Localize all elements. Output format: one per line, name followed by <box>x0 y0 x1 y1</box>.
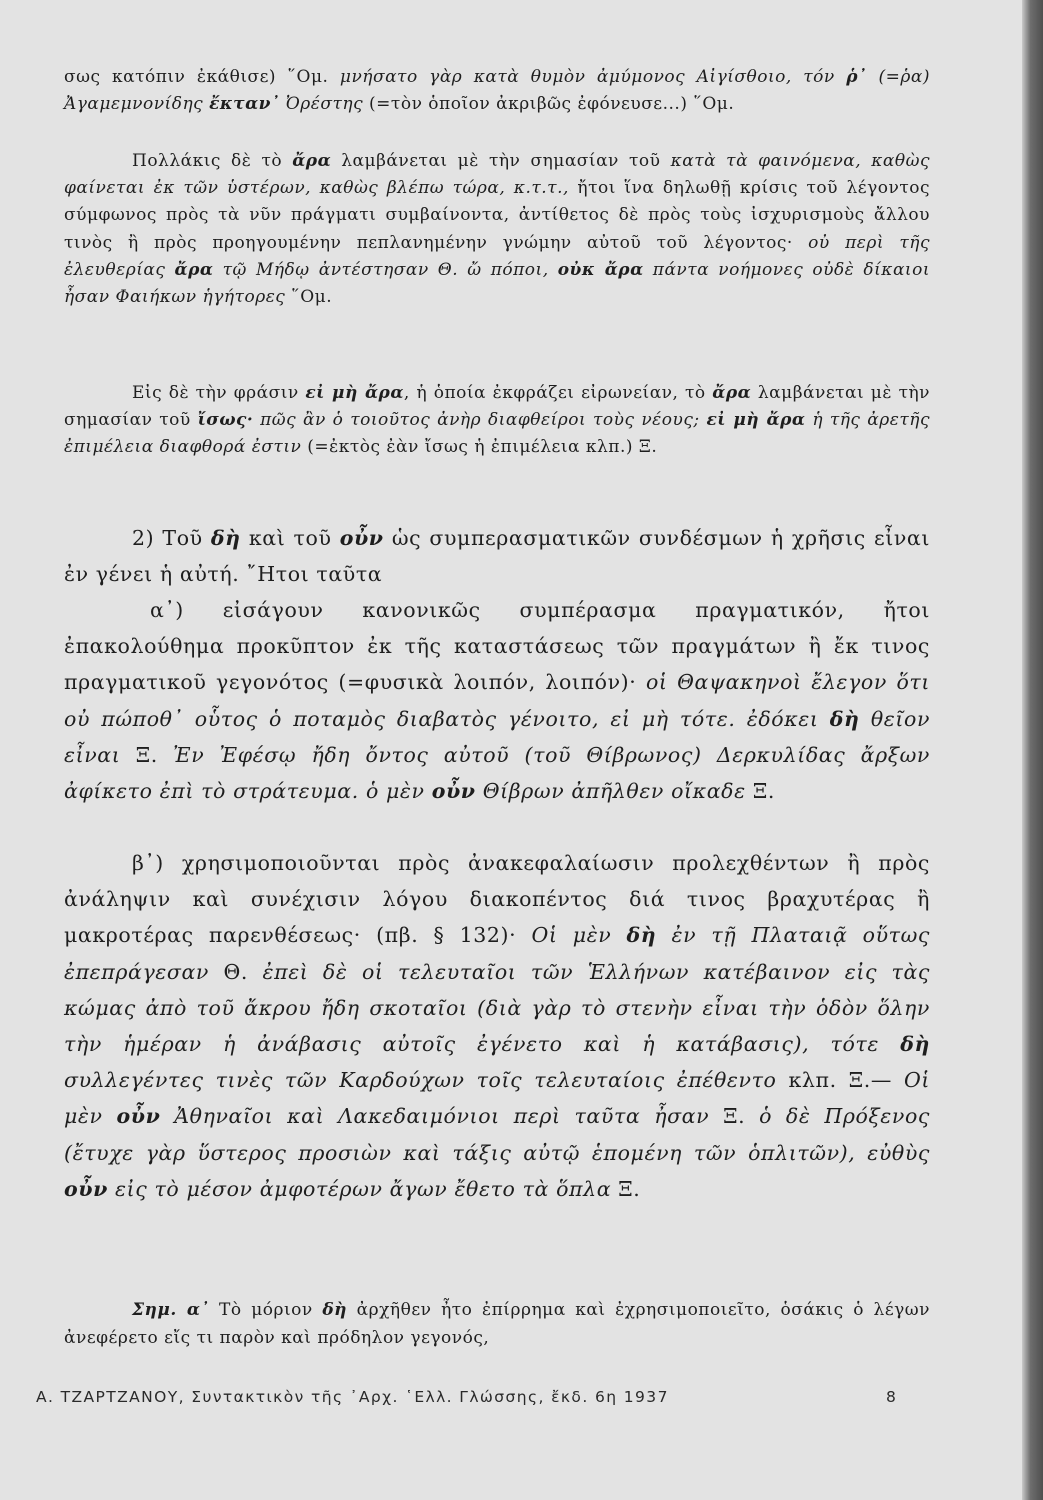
text-run: οἱ Θαψακηνοὶ ἔλεγον ὅτι οὐ πώποθ᾿ <box>64 670 930 731</box>
text-run: ἀρχῆθεν ἦτο ἐπίρρημα καὶ ἐχρησιμοποιεῖτο, ὁσάκις ὁ λέγων ἀνεφέρετο εἴς τι παρὸν καὶ πρόδηλον γεγονός, <box>64 1300 930 1348</box>
text-run: ῥ᾿ <box>846 67 868 87</box>
text-run: ἔκταν᾿ <box>209 94 280 115</box>
text-run: Τὸ μόριον <box>209 1300 323 1320</box>
page-number: 8 <box>886 1388 898 1406</box>
paragraph-text <box>64 380 930 462</box>
text-run: ἐν τῇ Πλαταιᾷ οὕτως ἐπεπράγεσαν <box>64 923 930 984</box>
paragraph-text <box>64 148 930 311</box>
paragraph-homer-quote <box>64 64 930 118</box>
text-run: πῶς ἂν ὁ τοιοῦτος ἀνὴρ διαφθείροι τοὺς νέους; <box>253 410 707 431</box>
text-run: κατὰ τὰ φαινόμενα, καθὼς φαίνεται ἐκ τῶν ὑστέρων, καθὼς βλέπω τώρα, κ.τ.τ., <box>64 151 931 199</box>
text-run: , ἡ ὁποία ἐκφράζει εἰρωνείαν, τὸ <box>403 383 713 403</box>
page-footer <box>36 1388 916 1406</box>
text-run: συλλεγέντες τινὲς τῶν Καρδούχων τοῖς τελευταίοις ἐπέθεντο <box>64 1068 777 1093</box>
text-run: Ἀγαμεμνονίδης <box>64 94 210 115</box>
text-run: τῷ Μήδῳ ἀντέστησαν Θ. ὤ πόποι, <box>213 259 558 280</box>
text-run: οὗτος <box>194 706 258 731</box>
text-run: (=τὸν ὁποῖον ἀκριβῶς ἐφόνευσε...) ῞Ομ. <box>369 94 735 115</box>
text-run: δὴ <box>626 923 657 948</box>
text-run: Πολλάκις δὲ τὸ <box>132 151 293 171</box>
text-run: Ξ. <box>611 1176 641 1201</box>
text-run: ῞Ομ. <box>285 287 333 308</box>
text-run: Ξ. <box>709 1104 760 1129</box>
text-run: δὴ <box>210 526 241 550</box>
subsection-beta <box>64 845 930 1207</box>
text-run: ἄρα <box>712 383 752 403</box>
text-run: Ὀρέστης <box>279 94 370 115</box>
text-run: εἰ μὴ ἄρα <box>706 410 806 431</box>
text-run: Σημ. α᾿ <box>132 1300 210 1320</box>
subsection-alpha <box>64 592 930 809</box>
text-run: Οἱ μὲν <box>64 1068 930 1129</box>
text-run: Οἱ μὲν <box>531 923 627 948</box>
text-run: Εἰς δὲ τὴν φράσιν <box>132 383 306 403</box>
paragraph-ara-meaning <box>64 148 930 311</box>
text-run: εἰ μὴ ἄρα <box>305 383 404 403</box>
text-run: ἄρα <box>174 259 214 280</box>
text-run: οὖν <box>64 1176 108 1201</box>
text-run: (=ῥα) <box>867 67 931 87</box>
footer-citation: Α. ΤΖΑΡΤΖΑΝΟΥ, Συντακτικὸν τῆς ᾿Αρχ. ῾Ελλ. Γλώσσης, ἔκδ. 6η 1937 <box>36 1388 669 1406</box>
page-edge-shadow <box>1022 0 1043 1500</box>
text-run: α᾿) εἰσάγουν κανονικῶς συμπέρασμα πραγματικόν, ἤτοι ἐπακολούθημα προκῦπτον ἐκ τῆς καταστάσεως τῶν πραγμάτων ἢ ἔκ τινος πραγματικοῦ γεγονότος (=φυσικὰ λοιπόν, λοιπόν)· <box>64 598 930 695</box>
text-run: λαμβάνεται μὲ τὴν σημασίαν τοῦ <box>331 151 671 171</box>
text-run: ἄρα <box>292 151 332 171</box>
text-run: ὁ δὲ Πρόξενος (ἔτυχε γὰρ ὕστερος προσιὼν καὶ τάξις αὐτῷ ἑπομένη τῶν ὁπλιτῶν), εὐθὺς <box>64 1104 930 1165</box>
text-run: ἡ τῆς ἀρετῆς ἐπιμέλεια διαφθορά ἐστιν <box>64 410 931 458</box>
text-run: οὐκ ἄρα <box>557 259 644 280</box>
text-run: εἰς τὸ μέσον ἀμφοτέρων ἄγων ἔθετο τὰ ὅπλα <box>107 1176 612 1201</box>
paragraph-text <box>64 64 930 118</box>
text-run: ἴσως· <box>197 410 254 431</box>
text-run: Ἐν Ἐφέσῳ ἤδη ὄντος αὐτοῦ (τοῦ Θίβρωνος) Δερκυλίδας ἄρξων ἀφίκετο ἐπὶ τὸ στράτευμα. ὁ μὲν <box>64 742 930 804</box>
text-run: β᾿) χρησιμοποιοῦνται πρὸς ἀνακεφαλαίωσιν προλεχθέντων ἢ πρὸς ἀνάληψιν καὶ συνέχισιν λόγου διακοπέντος διά τινος βραχυτέρας ἢ μακροτέρας παρενθέσεως· (πβ. § 132)· <box>64 851 930 948</box>
note-alpha <box>64 1297 930 1352</box>
section-2-heading-paragraph <box>64 520 930 592</box>
text-run: λαμβάνεται μὲ τὴν σημασίαν τοῦ <box>64 383 931 431</box>
text-run: πάντα νοήμονες οὐδὲ δίκαιοι ἦσαν Φαιήκων ἡγήτορες <box>64 259 930 308</box>
text-run: Ξ. <box>120 742 174 767</box>
paragraph-text <box>64 520 930 592</box>
text-run: κλπ. Ξ.— <box>776 1068 904 1093</box>
text-run: ὡς συμπερασματικῶν συνδέσμων ἡ χρῆσις εἶναι ἐν γένει ἡ αὐτή. ῎Ητοι ταῦτα <box>64 526 930 587</box>
text-run: καὶ τοῦ <box>240 526 340 550</box>
text-run: μνήσατο γὰρ κατὰ θυμὸν ἀμύμονος Αἰγίσθοιο, τόν <box>339 67 847 87</box>
text-run: δὴ <box>900 1032 930 1057</box>
text-run: Ἀθηναῖοι καὶ Λακεδαιμόνιοι περὶ ταῦτα ἦσαν <box>160 1104 710 1129</box>
paragraph-text <box>64 1297 930 1352</box>
text-run: σως κατόπιν ἐκάθισε) ῞Ομ. <box>64 67 340 87</box>
text-run: Θίβρων ἀπῆλθεν οἴκαδε <box>475 779 746 804</box>
text-run: δὴ <box>322 1300 348 1320</box>
text-run: οὖν <box>431 779 476 804</box>
text-run: οὐ περὶ τῆς ἐλευθερίας <box>64 232 930 280</box>
paragraph-text <box>64 592 930 809</box>
text-run: ἤτοι ἵνα δηλωθῇ κρίσις τοῦ λέγοντος σύμφωνος πρὸς τὰ νῦν πράγματι συμβαίνοντα, ἀντίθετος δὲ πρὸς τοὺς ἰσχυρισμοὺς ἄλλου τινὸς ἢ πρὸς προηγουμένην πεπλανημένην γνώμην αὐτοῦ τοῦ λέγοντος· <box>64 178 930 253</box>
text-run: ὁ ποταμὸς διαβατὸς γένοιτο, εἰ μὴ τότε. ἐδόκει <box>257 706 830 731</box>
text-run: δὴ <box>829 706 860 731</box>
text-run: Θ. <box>209 959 263 984</box>
text-run: ἐπεὶ δὲ οἱ τελευταῖοι τῶν Ἑλλήνων κατέβαινον εἰς τὰς κώμας ἀπὸ τοῦ ἄκρου ἤδη σκοταῖοι (διὰ γὰρ τὸ στενὴν εἶναι τὴν ὁδὸν ὅλην τὴν ἡμέραν ἡ ἀνάβασις αὐτοῖς ἐγένετο καὶ ἡ κατάβασις), τότε <box>64 959 930 1057</box>
paragraph-ei-me-ara <box>64 380 930 462</box>
paragraph-text <box>64 845 930 1207</box>
text-run: Ξ. <box>745 779 775 804</box>
text-run: οὖν <box>339 526 384 550</box>
text-run: οὖν <box>116 1104 161 1129</box>
text-run: (=ἐκτὸς ἐὰν ἴσως ἡ ἐπιμέλεια κλπ.) Ξ. <box>301 437 658 458</box>
text-run: 2) Τοῦ <box>132 526 211 550</box>
text-run: θεῖον εἶναι <box>64 706 931 767</box>
